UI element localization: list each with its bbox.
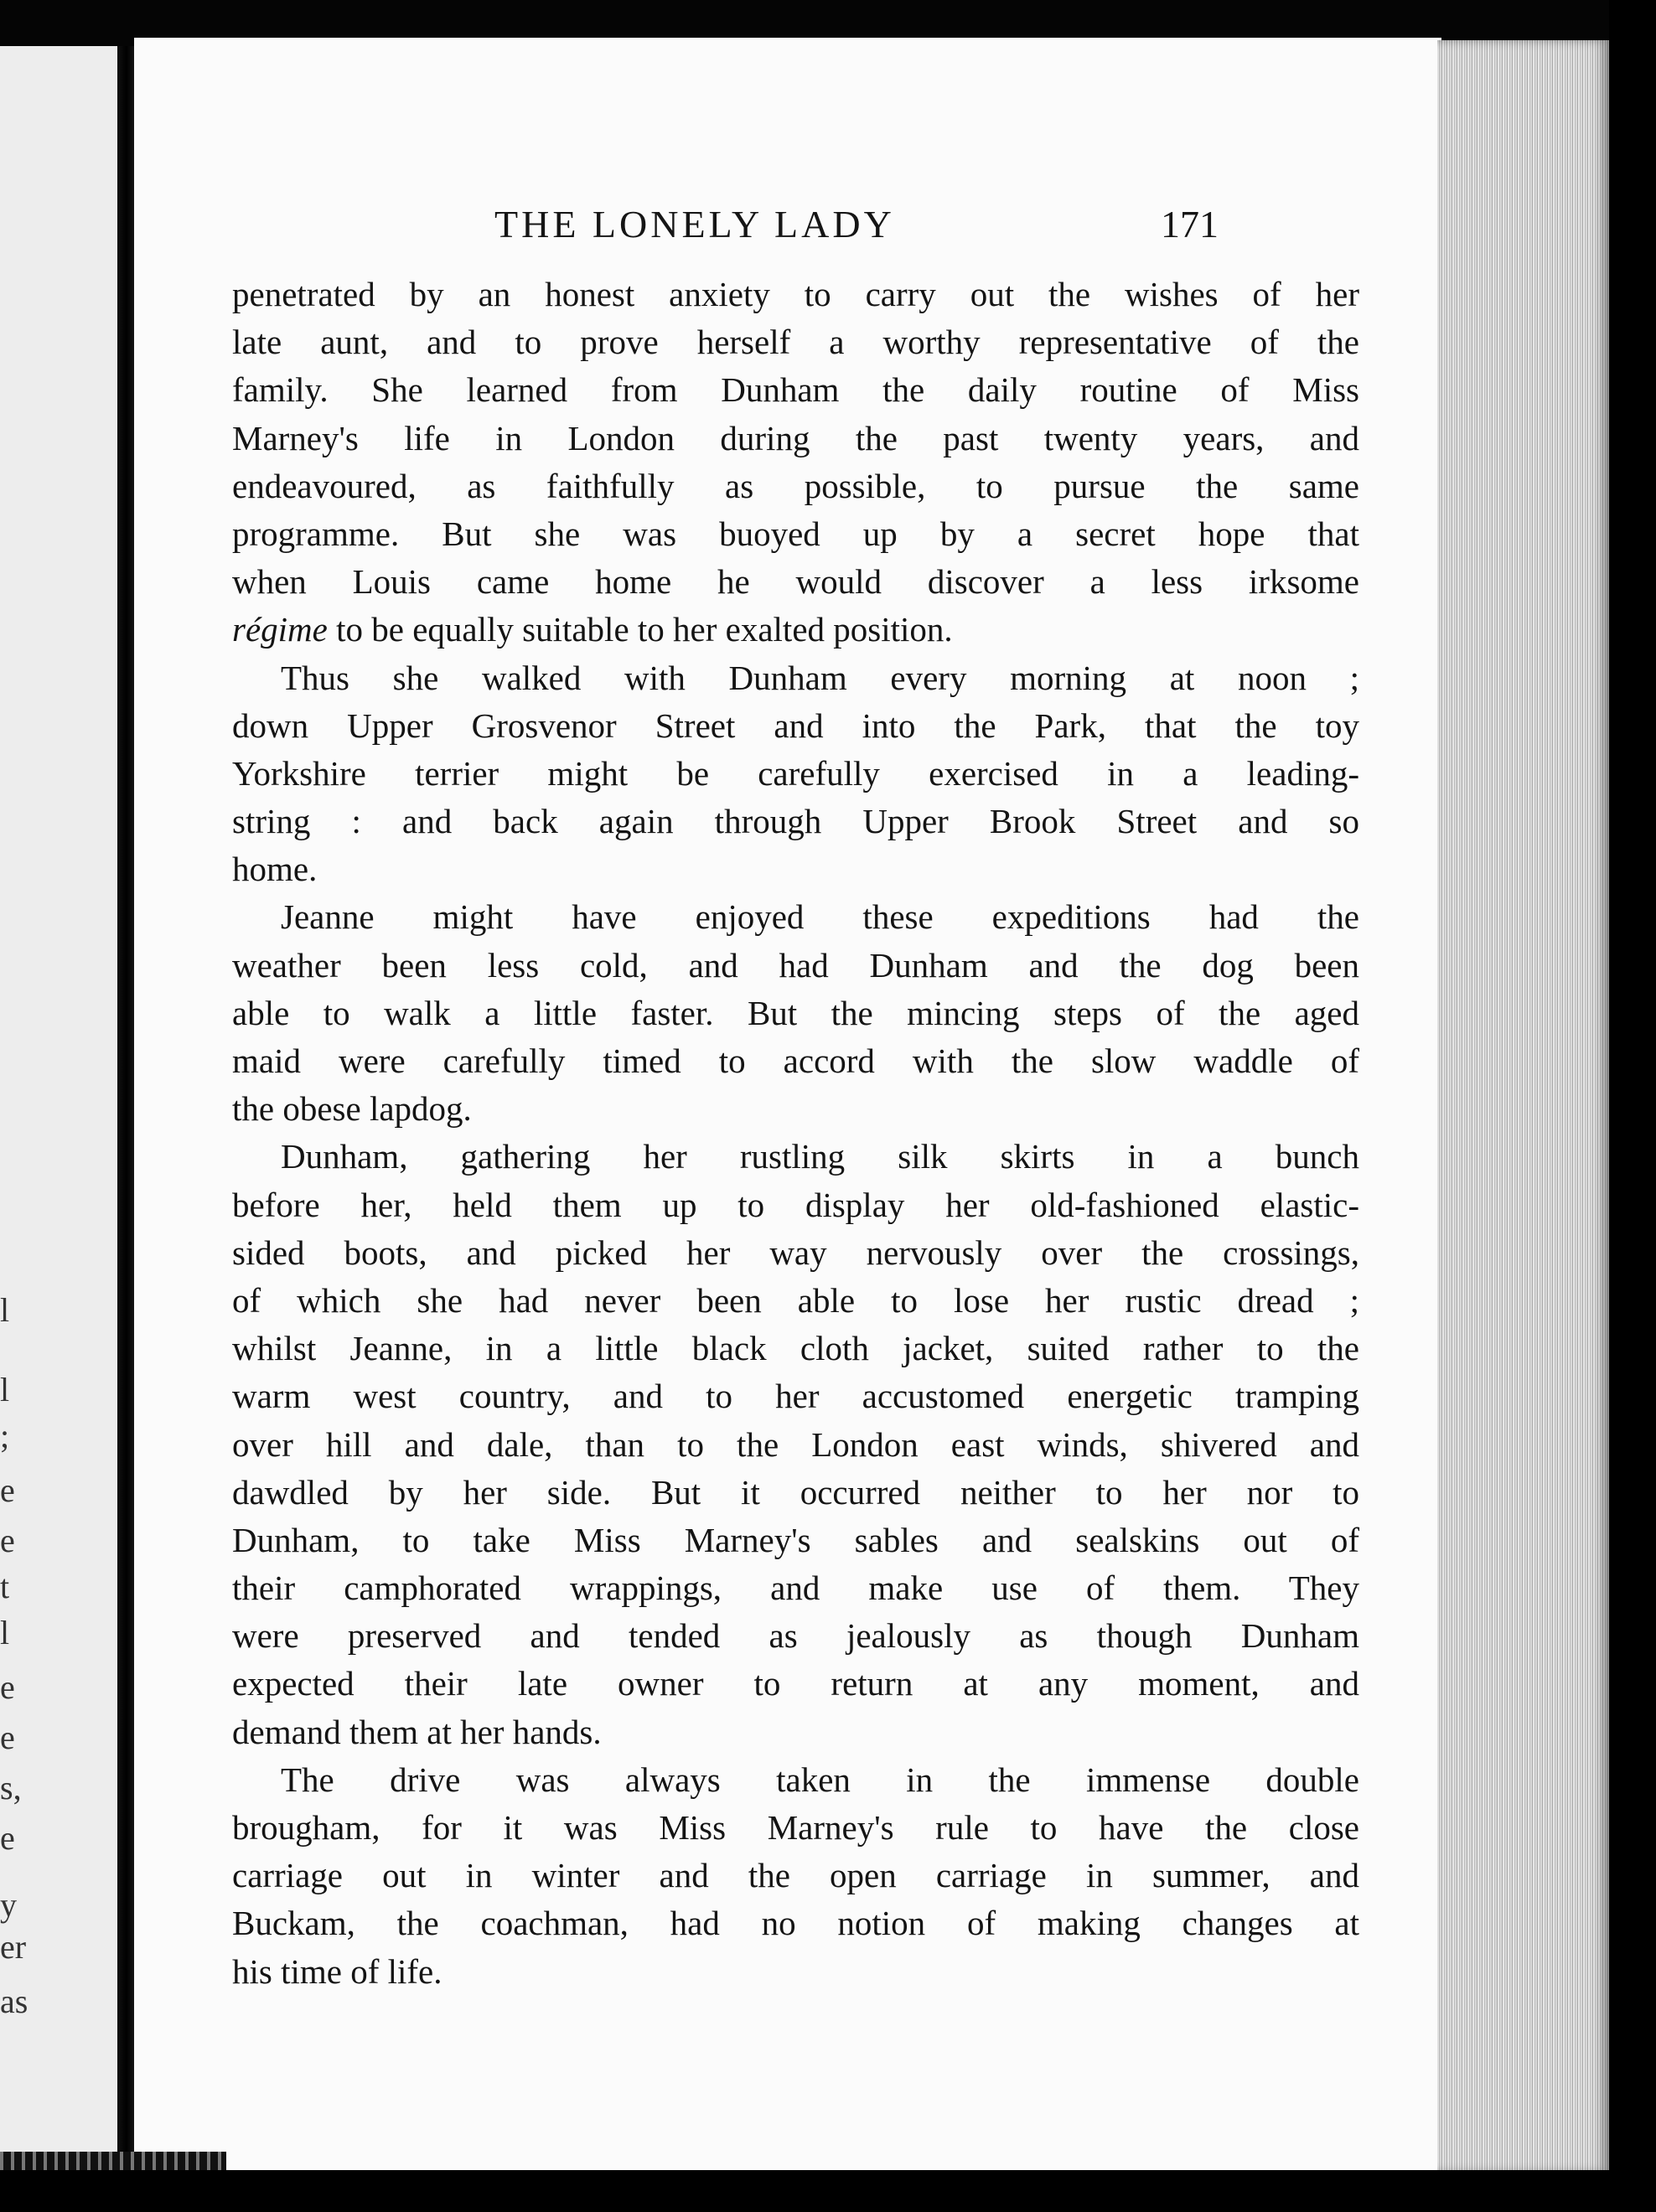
text-line: maid were carefully timed to accord with the slow waddle of: [232, 1041, 1359, 1080]
text-line: The drive was always taken in the immense double: [281, 1760, 1359, 1799]
facing-page-fragment: l: [0, 1614, 10, 1651]
text-line: Dunham, gathering her rustling silk skirts in a bunch: [281, 1137, 1359, 1176]
paragraph: [232, 1133, 1359, 1755]
facing-page-fragment: er: [0, 1928, 27, 1966]
text-line: sided boots, and picked her way nervously over the crossings,: [232, 1233, 1359, 1272]
text-line: down Upper Grosvenor Street and into the Park, that the toy: [232, 705, 1359, 745]
text-line: late aunt, and to prove herself a worthy representative of the: [232, 323, 1359, 362]
text-line: [232, 606, 1359, 654]
text-line: of which she had never been able to lose her rustic dread ;: [232, 1280, 1359, 1320]
facing-page-fragment: s,: [0, 1769, 22, 1806]
line-text: to be equally suitable to her exalted position.: [327, 610, 953, 649]
facing-page-fragment: e: [0, 1668, 15, 1706]
text-line: over hill and dale, than to the London east winds, shivered and: [232, 1424, 1359, 1464]
text-line: his time of life.: [232, 1951, 442, 1991]
text-line: Thus she walked with Dunham every morning at noon ;: [281, 658, 1359, 697]
facing-page-fragment: e: [0, 1522, 15, 1559]
book-page: [134, 38, 1441, 2170]
text-line: expected their late owner to return at any moment, and: [232, 1664, 1359, 1703]
text-line: able to walk a little faster. But the mincing steps of the aged: [232, 993, 1359, 1032]
text-line: Yorkshire terrier might be carefully exercised in a leading-: [232, 753, 1359, 793]
text-line: whilst Jeanne, in a little black cloth jacket, suited rather to the: [232, 1329, 1359, 1368]
paragraph: [232, 271, 1359, 654]
text-line: programme. But she was buoyed up by a secret hope that: [232, 514, 1359, 553]
facing-page-fragment: e: [0, 1471, 15, 1509]
facing-page-fragment: l: [0, 1291, 10, 1329]
facing-page: [0, 46, 117, 2158]
text-line: carriage out in winter and the open carriage in summer, and: [232, 1856, 1359, 1895]
text-line: when Louis came home he would discover a less irksome: [232, 562, 1359, 602]
facing-page-fragment: l: [0, 1371, 10, 1408]
text-line: Buckam, the coachman, had no notion of making changes at: [232, 1904, 1359, 1943]
paragraph: [232, 1756, 1359, 1996]
text-line: demand them at her hands.: [232, 1712, 602, 1751]
text-line: Jeanne might have enjoyed these expeditions had the: [281, 897, 1359, 937]
text-line: penetrated by an honest anxiety to carry out the wishes of her: [232, 275, 1359, 313]
book-gutter: [117, 46, 136, 2158]
text-line: dawdled by her side. But it occurred neither to her nor to: [232, 1472, 1359, 1512]
running-header: [134, 202, 1441, 252]
text-line: family. She learned from Dunham the daily routine of Miss: [232, 370, 1359, 410]
facing-page-fragment: e: [0, 1819, 15, 1857]
page-edges: [1437, 40, 1609, 2173]
text-line: string : and back again through Upper Brook Street and so: [232, 802, 1359, 841]
text-line: brougham, for it was Miss Marney's rule to have the close: [232, 1808, 1359, 1847]
text-line: were preserved and tended as jealously as though Dunham: [232, 1616, 1359, 1656]
text-line: endeavoured, as faithfully as possible, to pursue the same: [232, 466, 1359, 505]
facing-page-fragment: y: [0, 1886, 17, 1924]
facing-page-fragment: as: [0, 1982, 28, 2020]
text-line: the obese lapdog.: [232, 1089, 472, 1129]
text-line: home.: [232, 850, 318, 889]
running-title: THE LONELY LADY: [494, 203, 895, 245]
paragraph: [232, 654, 1359, 894]
facing-page-fragment: e: [0, 1718, 15, 1756]
facing-page-fragment: t: [0, 1568, 10, 1605]
text-line: their camphorated wrappings, and make use of them. They: [232, 1569, 1359, 1608]
background-right: [1609, 0, 1656, 2212]
italic-word: régime: [232, 610, 328, 649]
background-bottom: [0, 2170, 1656, 2212]
facing-page-fragment: ;: [0, 1417, 10, 1455]
page-number: 171: [1161, 203, 1219, 245]
text-line: Marney's life in London during the past twenty years, and: [232, 418, 1359, 457]
text-line: Dunham, to take Miss Marney's sables and sealskins out of: [232, 1520, 1359, 1559]
text-line: warm west country, and to her accustomed energetic tramping: [232, 1377, 1359, 1416]
paragraph: [232, 893, 1359, 1133]
body-text: [232, 271, 1359, 1996]
text-line: weather been less cold, and had Dunham and the dog been: [232, 945, 1359, 985]
text-line: before her, held them up to display her old-fashioned elastic-: [232, 1185, 1359, 1224]
